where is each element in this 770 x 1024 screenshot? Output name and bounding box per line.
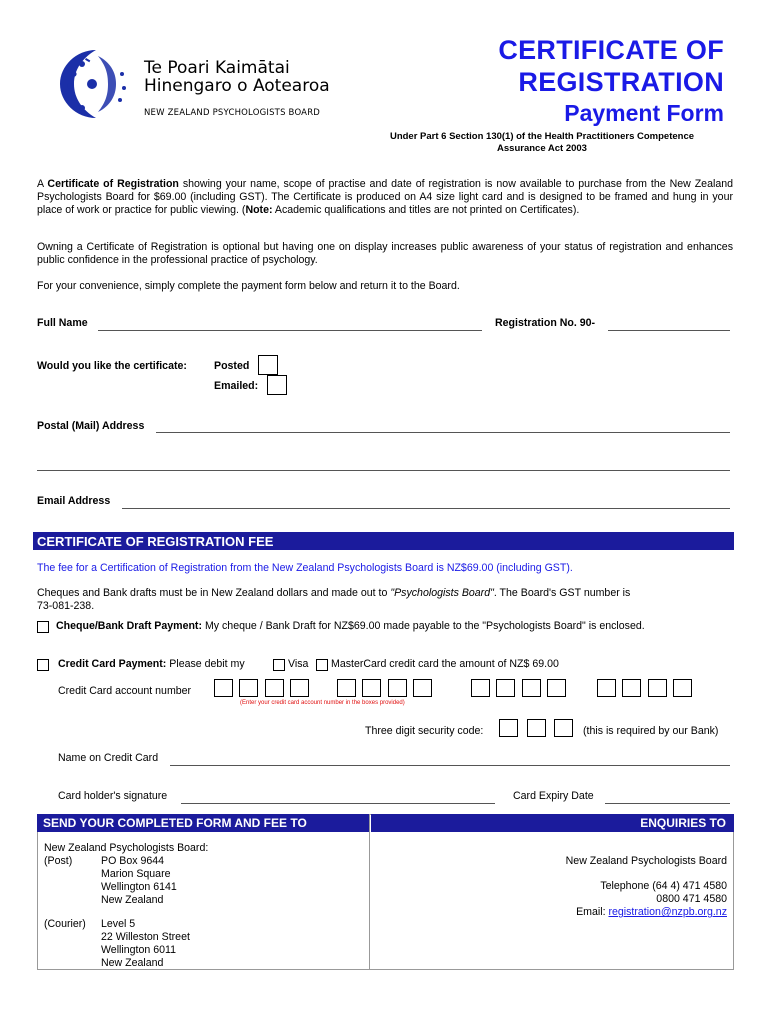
email-link[interactable]: registration@nzpb.org.nz (608, 906, 727, 918)
intro-c: Academic qualifications and titles are not printed on Certificates). (272, 204, 580, 216)
emailed-label: Emailed: (214, 380, 259, 392)
emailed-checkbox[interactable] (267, 375, 287, 395)
email-label: Email: (576, 906, 609, 918)
cheque-payment-label: Cheque/Bank Draft Payment: (56, 620, 202, 632)
expiry-label: Card Expiry Date (513, 790, 594, 802)
name-on-card-label: Name on Credit Card (58, 752, 159, 764)
signature-label: Card holder's signature (58, 790, 168, 802)
courier-label: (Courier) (44, 918, 86, 930)
email-line (576, 906, 727, 919)
credit-card-payment-checkbox[interactable] (37, 659, 49, 671)
send-to-address (44, 842, 208, 855)
posted-label: Posted (214, 360, 250, 372)
visa-label: Visa (288, 658, 309, 670)
enquiries-contact (576, 880, 727, 919)
cheque-instructions (37, 587, 697, 600)
intro-bold: Certificate of Registration (47, 178, 179, 190)
logo (52, 44, 342, 124)
email-address-label: Email Address (37, 495, 111, 507)
intro-note: Note: (245, 204, 273, 216)
cheque-instructions-a: Cheques and Bank drafts must be in New Zealand dollars and made out to (37, 587, 391, 599)
act-reference (352, 131, 732, 155)
telephone: Telephone (64 4) 471 4580 (600, 880, 727, 892)
act-line1: Under Part 6 Section 130(1) of the Health Practitioners Competence (389, 131, 695, 142)
payee-name: "Psychologists Board" (390, 587, 494, 599)
title-line1: CERTIFICATE OF (498, 35, 724, 65)
cheque-payment-desc: My cheque / Bank Draft for NZ$69.00 made payable to the "Psychologists Board" is enclosed. (202, 620, 645, 632)
fee-statement: The fee for a Certification of Registration from the New Zealand Psychologists Board is NZ$69.00 (including GST). (37, 562, 573, 574)
intro-paragraph-2: Owning a Certificate of Registration is optional but having one on display increases public awareness of your status of registration and enhances public confidence in the professional practice of psychology. (37, 241, 733, 266)
signature-field[interactable] (181, 802, 495, 804)
post-address (101, 855, 177, 907)
postal-address-field-1[interactable] (156, 431, 730, 433)
card-digit-box[interactable] (547, 679, 566, 697)
card-digit-box[interactable] (496, 679, 515, 697)
card-number-note: (Enter your credit card account number in the boxes provided) (240, 700, 405, 706)
cheque-instructions-b: . The Board's GST number is (493, 587, 631, 599)
security-digit-box[interactable] (554, 719, 573, 737)
board-emblem-icon (52, 44, 142, 124)
send-to-banner: SEND YOUR COMPLETED FORM AND FEE TO (37, 814, 369, 832)
security-code-label: Three digit security code: (365, 725, 484, 737)
courier-line: New Zealand (101, 957, 164, 969)
registration-no-field[interactable] (608, 329, 730, 331)
logo-line2: Hinengaro o Aotearoa (144, 76, 330, 96)
card-digit-box[interactable] (522, 679, 541, 697)
visa-checkbox[interactable] (273, 659, 285, 671)
card-digit-box[interactable] (337, 679, 356, 697)
credit-card-payment-label: Credit Card Payment: (58, 658, 167, 670)
fee-section-banner: CERTIFICATE OF REGISTRATION FEE (33, 532, 734, 550)
cheque-payment-text (56, 620, 645, 632)
email-address-field[interactable] (122, 507, 730, 509)
card-digit-box[interactable] (214, 679, 233, 697)
card-digit-box[interactable] (597, 679, 616, 697)
logo-line3: NEW ZEALAND PSYCHOLOGISTS BOARD (144, 108, 321, 118)
enquiries-name: New Zealand Psychologists Board (565, 855, 727, 867)
mastercard-checkbox[interactable] (316, 659, 328, 671)
card-number-label: Credit Card account number (58, 685, 192, 697)
full-name-field[interactable] (98, 329, 482, 331)
card-digit-box[interactable] (362, 679, 381, 697)
courier-line: 22 Willeston Street (101, 931, 190, 943)
posted-checkbox[interactable] (258, 355, 278, 375)
post-line: Wellington 6141 (101, 881, 177, 893)
enquiries-banner: ENQUIRIES TO (371, 814, 734, 832)
card-digit-box[interactable] (290, 679, 309, 697)
title-sub: Payment Form (564, 100, 724, 126)
post-line: PO Box 9644 (101, 855, 165, 867)
full-name-label: Full Name (37, 317, 88, 329)
card-digit-box[interactable] (413, 679, 432, 697)
credit-card-payment-text (58, 658, 245, 670)
card-digit-box[interactable] (265, 679, 284, 697)
courier-line: Level 5 (101, 918, 136, 930)
gst-number: 73-081-238. (37, 600, 95, 612)
post-line: New Zealand (101, 894, 164, 906)
card-digit-box[interactable] (673, 679, 692, 697)
board-name: New Zealand Psychologists Board: (44, 842, 209, 854)
name-on-card-field[interactable] (170, 764, 730, 766)
card-digit-box[interactable] (388, 679, 407, 697)
security-digit-box[interactable] (499, 719, 518, 737)
card-digit-box[interactable] (239, 679, 258, 697)
intro-paragraph-3: For your convenience, simply complete the payment form below and return it to the Board. (37, 280, 460, 292)
cheque-payment-checkbox[interactable] (37, 621, 49, 633)
card-digit-box[interactable] (648, 679, 667, 697)
intro-a: A (37, 178, 44, 190)
intro-b: showing your name, scope of practise and date of registration is now available to purchase from the New Zealand Psychologists Board for $69.00 (including GST). The Certificate is produced on A4 size light card and is designed to be framed and hung in your place of work or practice for public viewing. ( (37, 178, 733, 216)
postal-address-field-2[interactable] (37, 469, 730, 471)
intro-paragraph-1 (37, 178, 733, 217)
act-line2: Assurance Act 2003 (497, 143, 587, 154)
courier-line: Wellington 6011 (101, 944, 176, 956)
freephone: 0800 471 4580 (656, 893, 727, 905)
credit-card-please: Please debit my (166, 658, 245, 670)
post-line: Marion Square (101, 868, 171, 880)
courier-address (101, 918, 190, 970)
registration-no-label: Registration No. 90- (495, 317, 596, 329)
security-digit-box[interactable] (527, 719, 546, 737)
security-code-note: (this is required by our Bank) (583, 725, 719, 737)
logo-line1: Te Poari Kaimātai (144, 58, 290, 78)
post-label: (Post) (44, 855, 73, 867)
card-digit-box[interactable] (471, 679, 490, 697)
card-digit-box[interactable] (622, 679, 641, 697)
table-divider (369, 814, 370, 970)
mastercard-label: MasterCard credit card the amount of NZ$ 69.00 (331, 658, 559, 670)
title-line2: REGISTRATION (518, 67, 724, 97)
postal-address-label: Postal (Mail) Address (37, 420, 145, 432)
expiry-field[interactable] (605, 802, 730, 804)
certificate-delivery-label: Would you like the certificate: (37, 360, 187, 372)
